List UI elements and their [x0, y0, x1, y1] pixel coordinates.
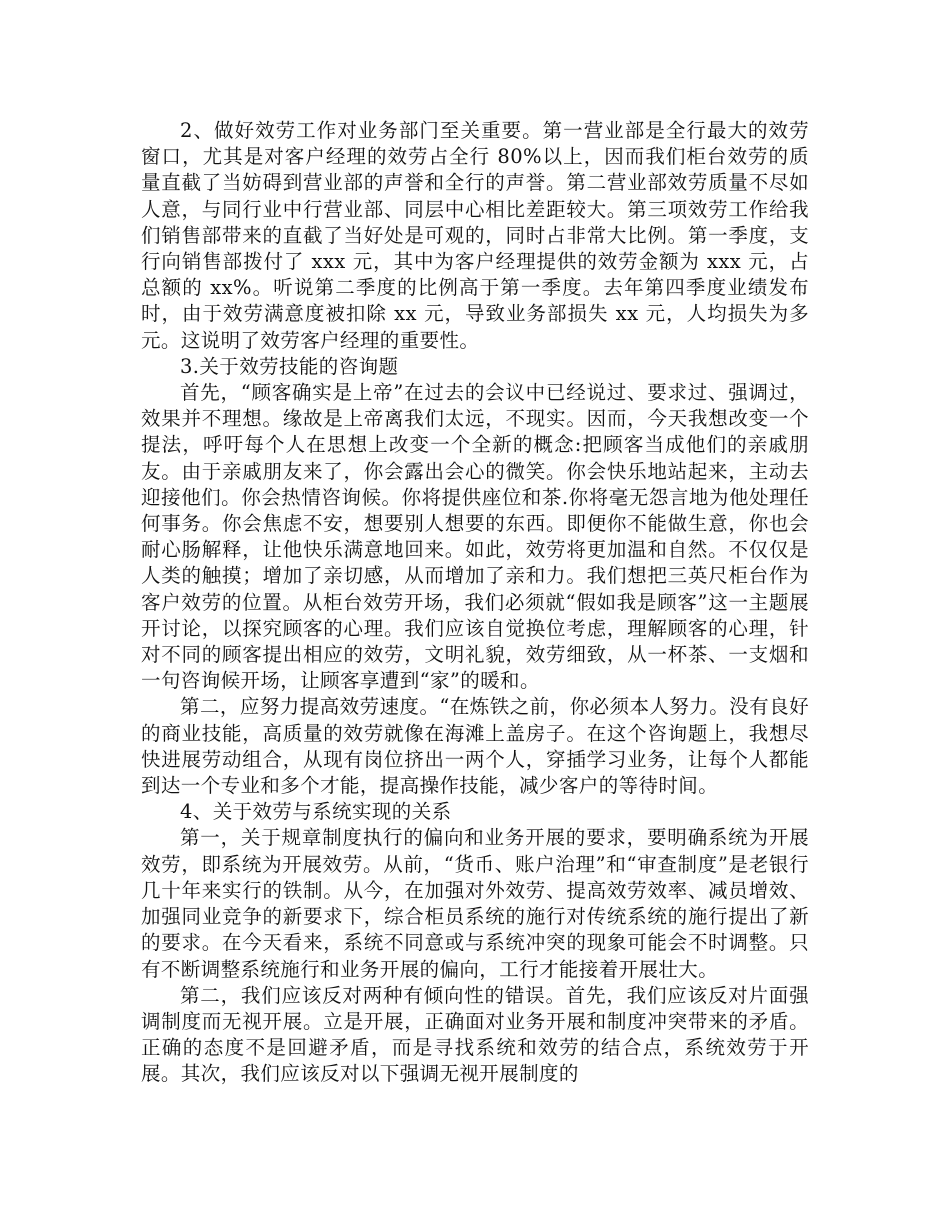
- document-body: [141, 118, 809, 1088]
- paragraph-service-speed: 第二，应努力提高效劳速度。“在炼铁之前，你必须本人努力。没有良好的商业技能，高质量的效劳就像在海滩上盖房子。在这个咨询题上，我想尽快进展劳动组合，从现有岗位挤出一两个人，穿插学习业务，让每个人都能到达一个专业和多个才能，提高操作技能，减少客户的等待时间。: [141, 695, 809, 798]
- paragraph-oppose-two-errors: 第二，我们应该反对两种有倾向性的错误。首先，我们应该反对片面强调制度而无视开展。立是开展，正确面对业务开展和制度冲突带来的矛盾。正确的态度不是回避矛盾，而是寻找系统和效劳的结合点，系统效劳于开展。其次，我们应该反对以下强调无视开展制度的: [141, 983, 809, 1086]
- paragraph-customer-is-god: 首先，“顾客确实是上帝”在过去的会议中已经说过、要求过、强调过，效果并不理想。缘故是上帝离我们太远，不现实。因而，今天我想改变一个提法，呼吁每个人在思想上改变一个全新的概念:把顾客当成他们的亲戚朋友。由于亲戚朋友来了，你会露出会心的微笑。你会快乐地站起来，主动去迎接他们。你会热情咨询候。你将提供座位和茶.你将毫无怨言地为他处理任何事务。你会焦虑不安，想要别人想要的东西。即便你不能做生意，你也会耐心肠解释，让他快乐满意地回来。如此，效劳将更加温和自然。不仅仅是人类的触摸；增加了亲切感，从而增加了亲和力。我们想把三英尺柜台作为客户效劳的位置。从柜台效劳开场，我们必须就“假如我是顾客”这一主题展开讨论，以探究顾客的心理。我们应该自觉换位考虑，理解顾客的心理，针对不同的顾客提出相应的效劳，文明礼貌，效劳细致，从一杯茶、一支烟和一句咨询候开场，让顾客享遭到“家”的暖和。: [141, 381, 809, 693]
- paragraph-service-importance: 2、做好效劳工作对业务部门至关重要。第一营业部是全行最大的效劳窗口，尤其是对客户经理的效劳占全行 80%以上，因而我们柜台效劳的质量直截了当妨碍到营业部的声誉和全行的声誉。第二营业部效劳质量不尽如人意，与同行业中行营业部、同层中心相比差距较大。第三项效劳工作给我们销售部带来的直截了当好处是可观的，同时占非常大比例。第一季度，支行向销售部拨付了 xxx 元，其中为客户经理提供的效劳金额为 xxx 元，占总额的 xx%。听说第二季度的比例高于第一季度。去年第四季度业绩发布时，由于效劳满意度被扣除 xx 元，导致业务部损失 xx 元，人均损失为多元。这说明了效劳客户经理的重要性。: [141, 119, 809, 352]
- heading-service-skills: 3.关于效劳技能的咨询题: [180, 354, 399, 378]
- paragraph-system-for-development: 第一，关于规章制度执行的偏向和业务开展的要求，要明确系统为开展效劳，即系统为开展效劳。从前，“货币、账户治理”和“审查制度”是老银行几十年来实行的铁制。从今，在加强对外效劳、提高效劳效率、减员增效、加强同业竞争的新要求下，综合柜员系统的施行对传统系统的施行提出了新的要求。在今天看来，系统不同意或与系统冲突的现象可能会不时调整。只有不断调整系统施行和业务开展的偏向，工行才能接着开展壮大。: [141, 826, 809, 981]
- heading-service-system-relation: 4、关于效劳与系统实现的关系: [180, 800, 452, 824]
